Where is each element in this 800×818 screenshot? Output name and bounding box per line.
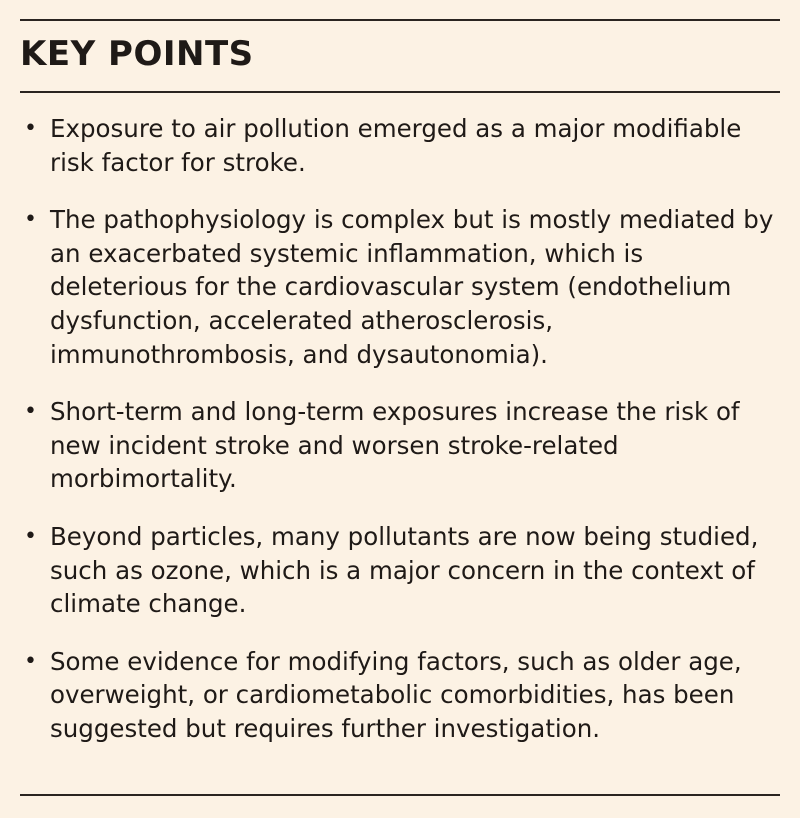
key-point-item (20, 203, 780, 371)
key-point-text: Exposure to air pollution emerged as a major modifiable risk factor for stroke. (50, 114, 742, 177)
key-point-item (20, 645, 780, 746)
key-point-item (20, 112, 780, 179)
key-point-item (20, 520, 780, 621)
bullet-icon: • (24, 399, 37, 425)
key-point-text: Some evidence for modifying factors, such as older age, overweight, or cardiometabolic comorbidities, has been suggested but requires further investigation. (50, 646, 742, 743)
bullet-icon: • (24, 207, 37, 233)
key-points-list (20, 112, 780, 770)
top-rule (20, 19, 780, 21)
key-point-text: Short-term and long-term exposures increase the risk of new incident stroke and worsen stroke-related morbimortality. (50, 397, 740, 494)
key-points-heading: KEY POINTS (20, 34, 254, 74)
key-point-text: Beyond particles, many pollutants are now being studied, such as ozone, which is a major concern in the context of climate change. (50, 521, 759, 619)
heading-rule (20, 91, 780, 93)
key-point-text: The pathophysiology is complex but is mostly mediated by an exacerbated systemic inflammation, which is deleterious for the cardiovascular system (endothelium dysfunction, accelerated atherosclerosis, immunothrombosis, and dysautonomia). (50, 205, 774, 369)
bullet-icon: • (24, 648, 37, 674)
bullet-icon: • (24, 116, 37, 141)
bullet-icon: • (24, 523, 37, 549)
bottom-rule (20, 794, 780, 796)
key-point-item (20, 395, 780, 496)
